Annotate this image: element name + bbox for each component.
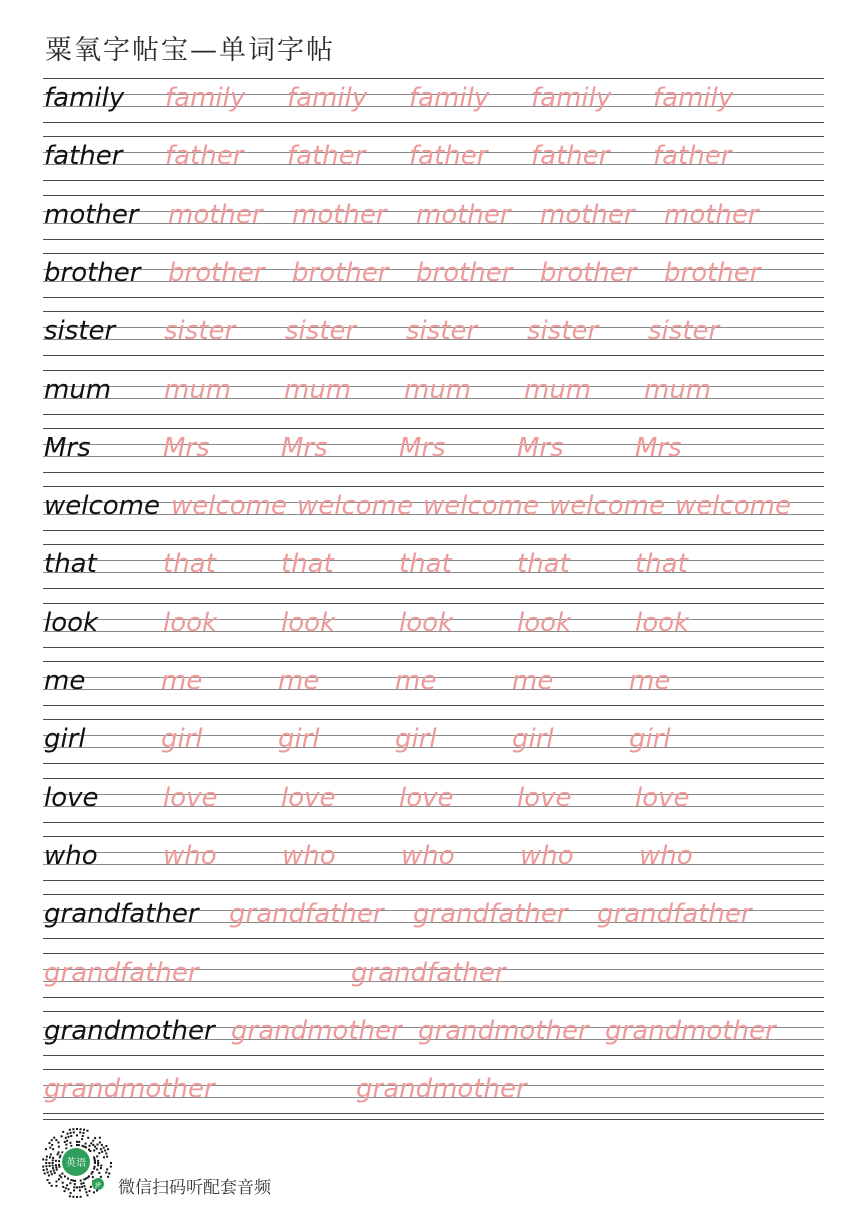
- trace-word: mother: [168, 199, 263, 230]
- rule-line: [43, 311, 824, 312]
- rule-line: [43, 472, 824, 473]
- trace-word: Mrs: [163, 432, 210, 463]
- rule-line: [43, 195, 824, 196]
- trace-word: sister: [285, 316, 357, 347]
- trace-word: grandmother: [231, 1015, 402, 1046]
- trace-word: mother: [540, 199, 635, 230]
- trace-word: Mrs: [517, 432, 564, 463]
- trace-word: who: [520, 840, 574, 871]
- trace-word: grandfather: [44, 957, 199, 988]
- rule-line: [43, 836, 824, 837]
- model-word: me: [44, 666, 86, 696]
- practice-row: [0, 544, 868, 602]
- trace-word: grandfather: [597, 899, 752, 930]
- trace-word: Mrs: [399, 432, 446, 463]
- practice-row: [0, 719, 868, 777]
- model-word: girl: [44, 724, 86, 755]
- trace-word: that: [399, 549, 452, 580]
- rule-line: [43, 894, 824, 895]
- trace-word: that: [281, 549, 334, 580]
- trace-word: me: [512, 666, 554, 696]
- rule-line: [43, 953, 824, 954]
- practice-row: [0, 661, 868, 719]
- trace-word: father: [287, 141, 366, 172]
- rule-line: [43, 647, 824, 648]
- trace-word: that: [163, 549, 216, 580]
- model-word: look: [44, 607, 99, 638]
- trace-word: grandmother: [356, 1074, 527, 1105]
- trace-word: brother: [292, 257, 389, 288]
- trace-word: grandmother: [605, 1015, 776, 1046]
- model-word: father: [44, 141, 123, 172]
- trace-word: welcome: [675, 491, 792, 522]
- model-word: welcome: [44, 491, 161, 522]
- rule-line: [43, 588, 824, 589]
- trace-word: grandfather: [413, 899, 568, 930]
- trace-word: look: [635, 607, 690, 638]
- rule-line: [43, 122, 824, 123]
- practice-row: [0, 603, 868, 661]
- rule-line: [43, 778, 824, 779]
- trace-word: love: [399, 782, 454, 813]
- practice-row: [0, 195, 868, 253]
- rule-line: [43, 428, 824, 429]
- trace-word: brother: [540, 257, 637, 288]
- model-word: grandmother: [44, 1015, 215, 1046]
- rule-line: [43, 253, 824, 254]
- trace-word: look: [281, 607, 336, 638]
- trace-word: who: [282, 840, 336, 871]
- rule-line: [43, 355, 824, 356]
- practice-row: [0, 486, 868, 544]
- trace-word: welcome: [549, 491, 666, 522]
- trace-word: family: [653, 83, 734, 113]
- trace-word: love: [517, 782, 572, 813]
- qr-sub-badge-label: JP: [95, 1182, 101, 1189]
- trace-word: father: [409, 141, 488, 172]
- rule-line: [43, 997, 824, 998]
- practice-row: [0, 1011, 868, 1069]
- model-word: who: [44, 840, 98, 871]
- trace-word: mum: [524, 374, 592, 405]
- rule-line: [43, 822, 824, 823]
- practice-row: [0, 1069, 868, 1127]
- practice-row: [0, 136, 868, 194]
- rule-line: [43, 544, 824, 545]
- trace-word: family: [531, 83, 612, 113]
- rule-line: [43, 603, 824, 604]
- rule-line: [43, 370, 824, 371]
- trace-word: girl: [278, 724, 320, 755]
- rule-line: [43, 705, 824, 706]
- practice-row: [0, 311, 868, 369]
- rule-line: [43, 414, 824, 415]
- practice-row: [0, 953, 868, 1011]
- trace-word: that: [517, 549, 570, 580]
- rule-line: [43, 239, 824, 240]
- rule-line: [43, 880, 824, 881]
- footer: [40, 1126, 340, 1198]
- trace-word: father: [653, 141, 732, 172]
- rule-line: [43, 1119, 824, 1120]
- rule-line: [43, 1055, 824, 1056]
- scan-note: 微信扫码听配套音频: [118, 1178, 271, 1198]
- trace-word: me: [395, 666, 437, 696]
- model-word: Mrs: [44, 432, 91, 463]
- trace-word: love: [163, 782, 218, 813]
- trace-word: love: [281, 782, 336, 813]
- practice-row: [0, 428, 868, 486]
- trace-word: grandmother: [44, 1074, 215, 1105]
- trace-word: love: [635, 782, 690, 813]
- trace-word: sister: [648, 316, 720, 347]
- rule-line: [43, 78, 824, 79]
- model-word: mum: [44, 374, 112, 405]
- model-word: love: [44, 782, 99, 813]
- model-word: sister: [44, 316, 116, 347]
- qr-badge-label: 英语: [66, 1158, 86, 1169]
- trace-word: mother: [292, 199, 387, 230]
- trace-word: mum: [164, 374, 232, 405]
- trace-word: sister: [164, 316, 236, 347]
- trace-word: brother: [168, 257, 265, 288]
- model-word: mother: [44, 199, 139, 230]
- practice-row: [0, 370, 868, 428]
- model-word: family: [44, 83, 125, 113]
- model-word: brother: [44, 257, 141, 288]
- practice-row: [0, 778, 868, 836]
- trace-word: mum: [284, 374, 352, 405]
- rule-line: [43, 136, 824, 137]
- trace-word: welcome: [171, 491, 288, 522]
- trace-word: welcome: [297, 491, 414, 522]
- trace-word: welcome: [423, 491, 540, 522]
- trace-word: me: [161, 666, 203, 696]
- trace-word: mother: [416, 199, 511, 230]
- trace-word: look: [399, 607, 454, 638]
- rule-line: [43, 486, 824, 487]
- trace-word: Mrs: [635, 432, 682, 463]
- trace-word: mother: [664, 199, 759, 230]
- trace-word: girl: [395, 724, 437, 755]
- model-word: that: [44, 549, 97, 580]
- page-title: 粟氧字帖宝—单词字帖: [45, 35, 335, 66]
- trace-word: grandmother: [418, 1015, 589, 1046]
- rule-line: [43, 719, 824, 720]
- practice-row: [0, 836, 868, 894]
- rule-line: [43, 1113, 824, 1114]
- trace-word: mum: [404, 374, 472, 405]
- mini-program-qr-icon[interactable]: [40, 1126, 112, 1198]
- trace-word: grandfather: [351, 957, 506, 988]
- trace-word: who: [401, 840, 455, 871]
- trace-word: brother: [664, 257, 761, 288]
- trace-word: family: [165, 83, 246, 113]
- trace-word: sister: [406, 316, 478, 347]
- rule-line: [43, 938, 824, 939]
- trace-word: girl: [512, 724, 554, 755]
- rule-line: [43, 1069, 824, 1070]
- trace-word: sister: [527, 316, 599, 347]
- rule-line: [43, 297, 824, 298]
- trace-word: who: [163, 840, 217, 871]
- rule-line: [43, 1011, 824, 1012]
- model-word: grandfather: [44, 899, 199, 930]
- practice-row: [0, 78, 868, 136]
- trace-word: look: [517, 607, 572, 638]
- trace-word: me: [629, 666, 671, 696]
- trace-word: who: [639, 840, 693, 871]
- trace-word: look: [163, 607, 218, 638]
- trace-word: girl: [629, 724, 671, 755]
- rule-line: [43, 180, 824, 181]
- trace-word: father: [165, 141, 244, 172]
- trace-word: girl: [161, 724, 203, 755]
- rule-line: [43, 530, 824, 531]
- trace-word: family: [409, 83, 490, 113]
- trace-word: me: [278, 666, 320, 696]
- trace-word: that: [635, 549, 688, 580]
- trace-word: Mrs: [281, 432, 328, 463]
- trace-word: brother: [416, 257, 513, 288]
- rule-line: [43, 763, 824, 764]
- practice-row: [0, 253, 868, 311]
- trace-word: grandfather: [229, 899, 384, 930]
- trace-word: father: [531, 141, 610, 172]
- trace-word: family: [287, 83, 368, 113]
- rule-line: [43, 661, 824, 662]
- practice-row: [0, 894, 868, 952]
- trace-word: mum: [644, 374, 712, 405]
